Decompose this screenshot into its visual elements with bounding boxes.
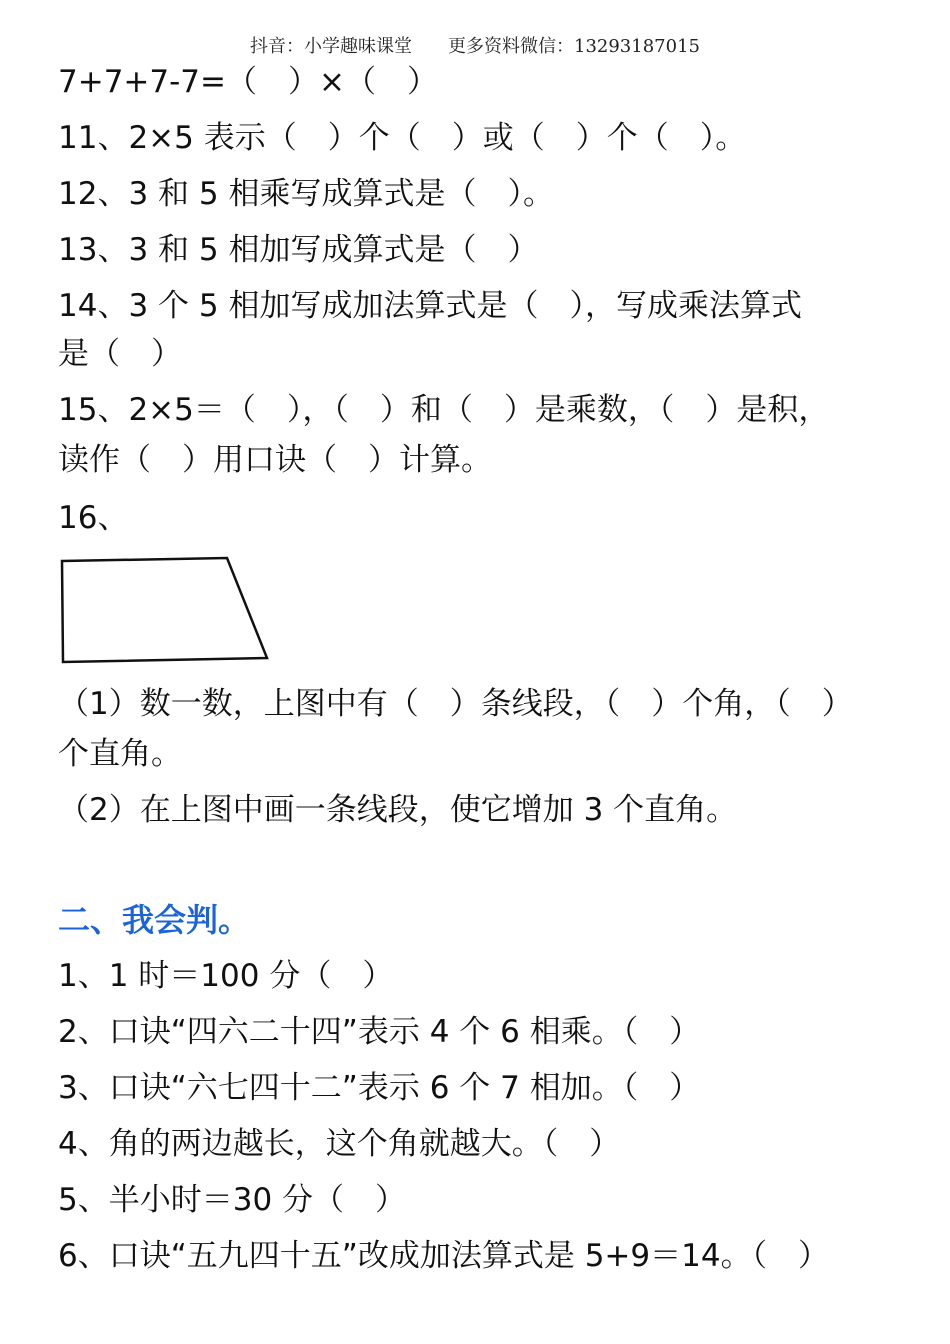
question-15-line2: 读作（ ）用口诀（ ）计算。	[58, 442, 492, 478]
section-title-judge: 二、我会判。	[58, 901, 251, 939]
quadrilateral-shape	[62, 558, 267, 662]
question-16-part1-line2: 个直角。	[58, 736, 182, 772]
question-11: 11、2×5 表示（ ）个（ ）或（ ）个（ ）。	[58, 120, 747, 156]
quadrilateral-figure	[58, 552, 273, 667]
page-header: 抖音：小学趣味课堂 更多资料微信：13293187015	[250, 36, 700, 57]
question-12: 12、3 和 5 相乘写成算式是（ ）。	[58, 176, 554, 212]
question-15-line1: 15、2×5＝（ ），（ ）和（ ）是乘数，（ ）是积，	[58, 392, 830, 428]
question-16: 16、	[58, 500, 129, 536]
judge-item-5: 5、半小时＝30 分（ ）	[58, 1182, 407, 1218]
question-13: 13、3 和 5 相加写成算式是（ ）	[58, 232, 539, 268]
judge-item-6: 6、口诀“五九四十五”改成加法算式是 5+9＝14。（ ）	[58, 1238, 830, 1274]
judge-item-4: 4、角的两边越长，这个角就越大。（ ）	[58, 1126, 621, 1162]
question-16-part2: （2）在上图中画一条线段，使它增加 3 个直角。	[58, 792, 738, 828]
judge-item-1: 1、1 时＝100 分（ ）	[58, 958, 394, 994]
question-14-line2: 是（ ）	[58, 336, 182, 372]
judge-item-3: 3、口诀“六七四十二”表示 6 个 7 相加。（ ）	[58, 1070, 701, 1106]
question-continuation: 7+7+7-7=（ ）×（ ）	[58, 64, 438, 100]
question-16-part1-line1: （1）数一数，上图中有（ ）条线段，（ ）个角，（ ）	[58, 686, 853, 722]
judge-item-2: 2、口诀“四六二十四”表示 4 个 6 相乘。（ ）	[58, 1014, 701, 1050]
question-14-line1: 14、3 个 5 相加写成加法算式是（ ），写成乘法算式	[58, 288, 802, 324]
